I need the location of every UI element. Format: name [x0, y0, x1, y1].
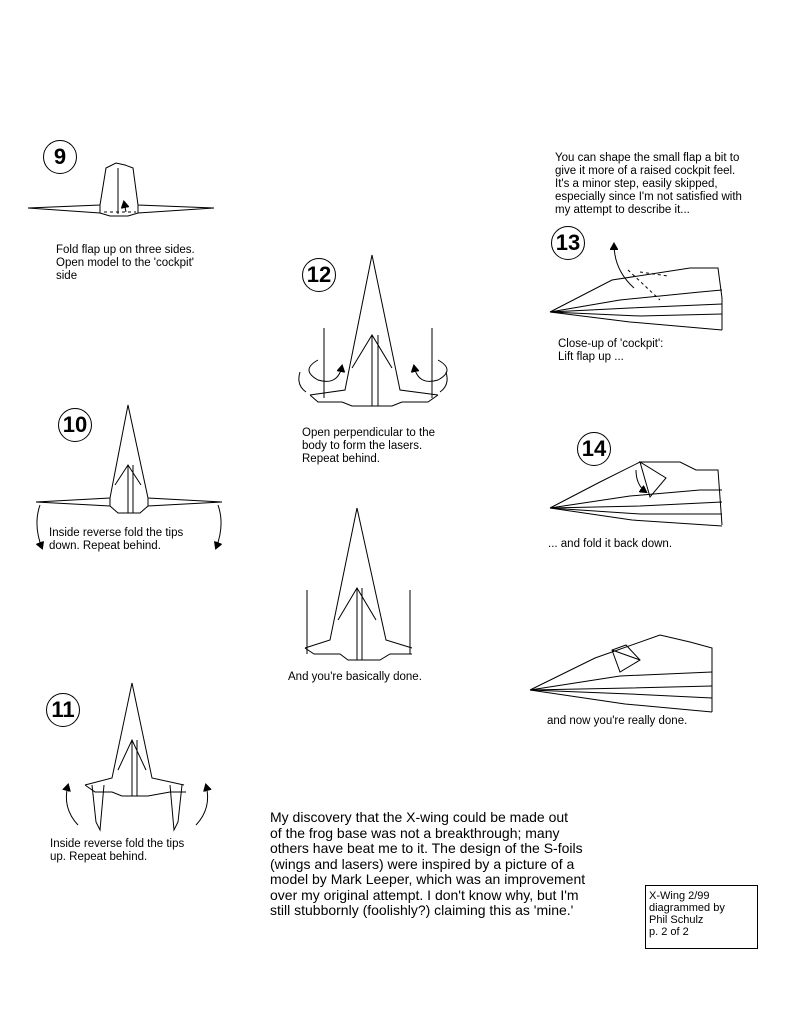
really-done-diagram [530, 635, 712, 712]
closing-paragraph: My discovery that the X-wing could be made out of the frog base was not a breakthrough; many others have beat me to it. The design of the S-foils (wings and lasers) were inspired by a picture of a model by Mark Leeper, which was an improvement over my original attempt. I don't know why, but I'm still stubbornly (foolishly?) claiming this as 'mine.' [270, 809, 586, 918]
step-13-number: 13 [551, 226, 585, 260]
cockpit-note: You can shape the small flap a bit to give it more of a raised cockpit feel. It's a minor step, easily skipped, especially since I'm not satisfied with my attempt to describe it... [555, 152, 742, 216]
basically-done-caption: And you're basically done. [288, 671, 422, 683]
step-9-caption: Fold flap up on three sides. Open model to the 'cockpit' side [56, 244, 195, 282]
step-10-caption: Inside reverse fold the tips down. Repeat behind. [49, 527, 184, 552]
step-9-number: 9 [43, 140, 77, 174]
credit-box: X-Wing 2/99 diagrammed by Phil Schulz p. 2 of 2 [645, 885, 758, 949]
step-11-diagram [66, 683, 207, 830]
step-13-caption: Close-up of 'cockpit': Lift flap up ... [558, 338, 664, 363]
step-12-caption: Open perpendicular to the body to form the lasers. Repeat behind. [302, 427, 435, 465]
step-14-diagram [550, 462, 722, 526]
basically-done-diagram [305, 508, 412, 660]
really-done-caption: and now you're really done. [547, 715, 688, 727]
step-12-number: 12 [302, 258, 336, 292]
step-10-number: 10 [58, 408, 92, 442]
step-14-caption: ... and fold it back down. [548, 538, 673, 550]
step-14-number: 14 [577, 432, 611, 466]
step-11-number: 11 [46, 693, 80, 727]
step-11-caption: Inside reverse fold the tips up. Repeat behind. [50, 838, 185, 863]
